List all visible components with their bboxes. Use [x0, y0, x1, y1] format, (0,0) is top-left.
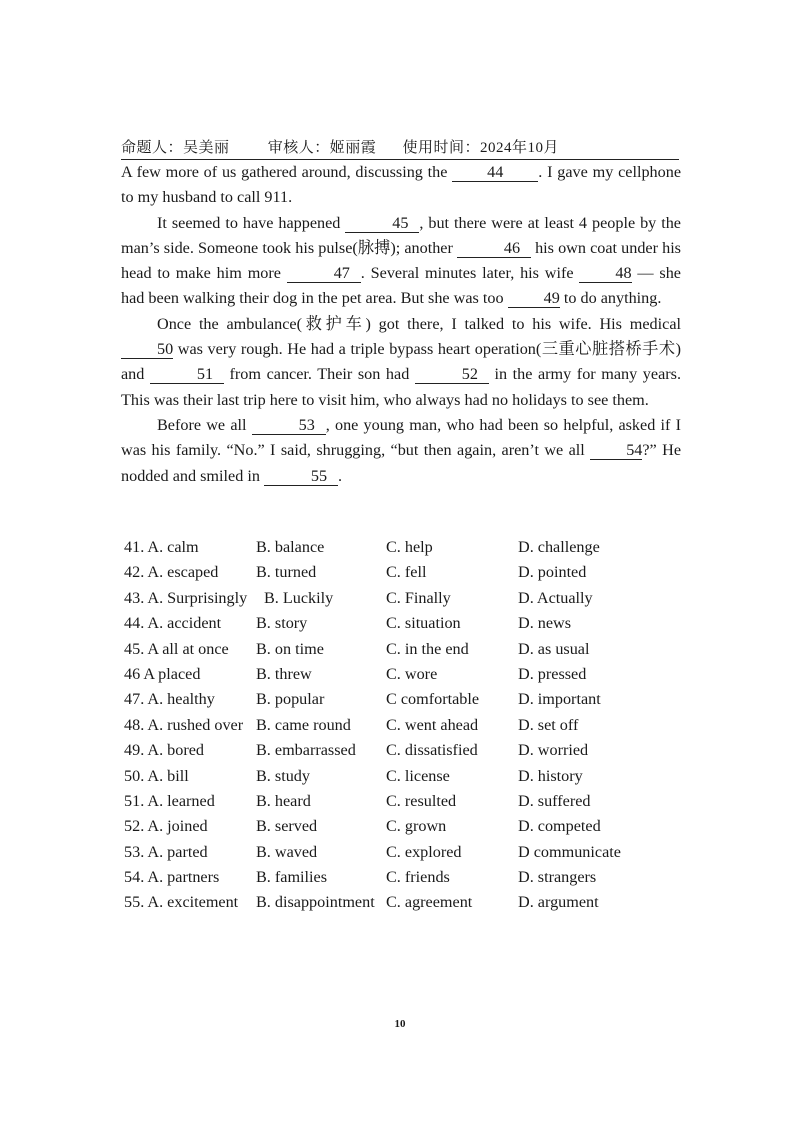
- option-a: 49. A. bored: [124, 741, 205, 760]
- option-row-45: [124, 640, 684, 665]
- passage-text: , one young man, who had been so helpful, asked if I was his family. “No.” I said, shrugging, “but then again, aren’t we all: [121, 415, 681, 460]
- option-b: B. story: [256, 614, 308, 633]
- option-row-52: [124, 817, 684, 842]
- passage-text: .: [337, 466, 343, 485]
- option-b: B. on time: [256, 639, 324, 658]
- option-row-48: [124, 716, 684, 741]
- option-b: B. popular: [256, 690, 325, 709]
- option-b: B. came round: [256, 715, 351, 734]
- option-d: D. important: [518, 690, 601, 709]
- option-d: D. argument: [518, 893, 599, 912]
- blank-54: 54: [590, 442, 642, 460]
- option-c: C. fell: [386, 563, 427, 582]
- blank-47: 47: [287, 265, 361, 283]
- option-b: B. served: [256, 817, 318, 836]
- option-d: D. set off: [518, 715, 579, 734]
- option-c: C. Finally: [386, 588, 451, 607]
- option-b: B. waved: [256, 842, 318, 861]
- option-row-51: [124, 792, 684, 817]
- option-a: 45. A all at once: [124, 639, 229, 658]
- blank-50: 50: [121, 341, 173, 359]
- option-row-47: [124, 690, 684, 715]
- passage-text: from cancer. Their son had: [223, 365, 415, 384]
- blank-46: 46: [457, 240, 531, 258]
- option-row-43: [124, 589, 684, 614]
- option-c: C. wore: [386, 664, 438, 683]
- option-c: C. grown: [386, 817, 447, 836]
- page-number: 10: [394, 1018, 406, 1030]
- option-a: 48. A. rushed over: [124, 715, 244, 734]
- paragraph-3: [121, 312, 681, 413]
- option-c: C. resulted: [386, 791, 457, 810]
- option-b: B. balance: [256, 538, 325, 556]
- cloze-passage: [121, 160, 681, 489]
- blank-52: 52: [415, 366, 489, 384]
- paragraph-1: [121, 160, 681, 211]
- option-c: C. dissatisfied: [386, 741, 478, 760]
- option-c: C. situation: [386, 614, 461, 633]
- blank-48: 48: [579, 265, 631, 283]
- blank-55: 55: [264, 468, 338, 486]
- option-a: 44. A. accident: [124, 614, 222, 633]
- passage-text: Once the ambulance(救护车) got there, I talked to his wife. His medical: [157, 314, 681, 333]
- blank-51: 51: [150, 366, 224, 384]
- passage-text: was very rough. He had a triple bypass heart operation(三重心脏搭桥手术) and: [121, 340, 681, 384]
- option-row-41: [124, 538, 684, 563]
- option-row-49: [124, 741, 684, 766]
- option-b: B. families: [256, 868, 328, 887]
- option-a: 43. A. Surprisingly: [124, 588, 248, 607]
- option-b: B. threw: [256, 664, 312, 683]
- paragraph-2: [121, 211, 681, 312]
- passage-text: ?” He nodded and smiled in: [121, 441, 682, 485]
- passage-text: , but there were at least 4 people by the man’s side. Someone took his pulse(脉搏); another: [121, 213, 681, 257]
- option-a: 50. A. bill: [124, 766, 189, 785]
- option-b: B. study: [256, 766, 310, 785]
- passage-text: It seemed to have happened: [157, 213, 346, 232]
- option-c: C. friends: [386, 868, 450, 887]
- blank-53: 53: [252, 417, 326, 435]
- header-author: 命题人：吴美丽: [121, 140, 230, 156]
- option-row-50: [124, 767, 684, 792]
- passage-text: . I gave my cellphone to my husband to call 911.: [121, 163, 682, 207]
- option-a: 51. A. learned: [124, 791, 215, 810]
- option-row-54: [124, 868, 684, 893]
- option-d: D. history: [518, 766, 583, 785]
- passage-text: in the army for many years. This was their last trip here to visit him, who always had no holidays to see them.: [121, 365, 681, 409]
- option-c: C. explored: [386, 842, 462, 861]
- option-b: B. disappointment: [256, 893, 375, 912]
- option-row-42: [124, 563, 684, 588]
- option-d: D communicate: [518, 842, 621, 861]
- option-d: D. competed: [518, 817, 601, 836]
- option-c: C. license: [386, 766, 450, 785]
- passage-text: — she had been walking their dog in the pet area. But she was too: [121, 264, 681, 308]
- passage-text: A few more of us gathered around, discussing the: [121, 163, 453, 181]
- option-c: C. went ahead: [386, 715, 479, 734]
- option-d: D. suffered: [518, 791, 591, 810]
- option-c: C. agreement: [386, 893, 473, 912]
- blank-44: 44: [452, 164, 538, 182]
- option-row-55: [124, 893, 684, 918]
- option-b: B. Luckily: [264, 588, 334, 607]
- option-d: D. strangers: [518, 868, 597, 887]
- page-header: [121, 136, 679, 160]
- passage-text: to do anything.: [559, 289, 662, 308]
- blank-45: 45: [345, 215, 419, 233]
- blank-49: 49: [508, 290, 560, 308]
- option-a: 52. A. joined: [124, 817, 208, 836]
- passage-text: Before we all: [157, 415, 252, 434]
- option-d: D. pressed: [518, 664, 587, 683]
- option-a: 41. A. calm: [124, 538, 199, 556]
- option-a: 42. A. escaped: [124, 563, 219, 582]
- option-d: D. Actually: [518, 588, 593, 607]
- option-b: B. heard: [256, 791, 311, 810]
- header-reviewer: 审核人：姬丽霞: [267, 140, 377, 156]
- option-d: D. challenge: [518, 538, 600, 556]
- header-date: 使用时间：2024年10月: [402, 140, 560, 156]
- option-c: C. help: [386, 538, 433, 556]
- option-b: B. turned: [256, 563, 317, 582]
- option-b: B. embarrassed: [256, 741, 356, 760]
- paragraph-4: [121, 413, 681, 489]
- option-c: C. in the end: [386, 639, 469, 658]
- answer-options: [124, 538, 684, 919]
- option-a: 55. A. excitement: [124, 893, 239, 912]
- option-d: D. worried: [518, 741, 589, 760]
- option-row-53: [124, 843, 684, 868]
- option-a: 47. A. healthy: [124, 690, 215, 709]
- option-row-46: [124, 665, 684, 690]
- option-d: D. as usual: [518, 639, 590, 658]
- option-a: 53. A. parted: [124, 842, 208, 861]
- option-c: C comfortable: [386, 690, 480, 709]
- passage-text: his own coat under his head to make him more: [121, 238, 681, 283]
- option-a: 54. A. partners: [124, 868, 220, 887]
- option-d: D. news: [518, 614, 572, 633]
- option-row-44: [124, 614, 684, 639]
- option-d: D. pointed: [518, 563, 587, 582]
- passage-text: . Several minutes later, his wife: [360, 264, 580, 283]
- option-a: 46 A placed: [124, 664, 201, 683]
